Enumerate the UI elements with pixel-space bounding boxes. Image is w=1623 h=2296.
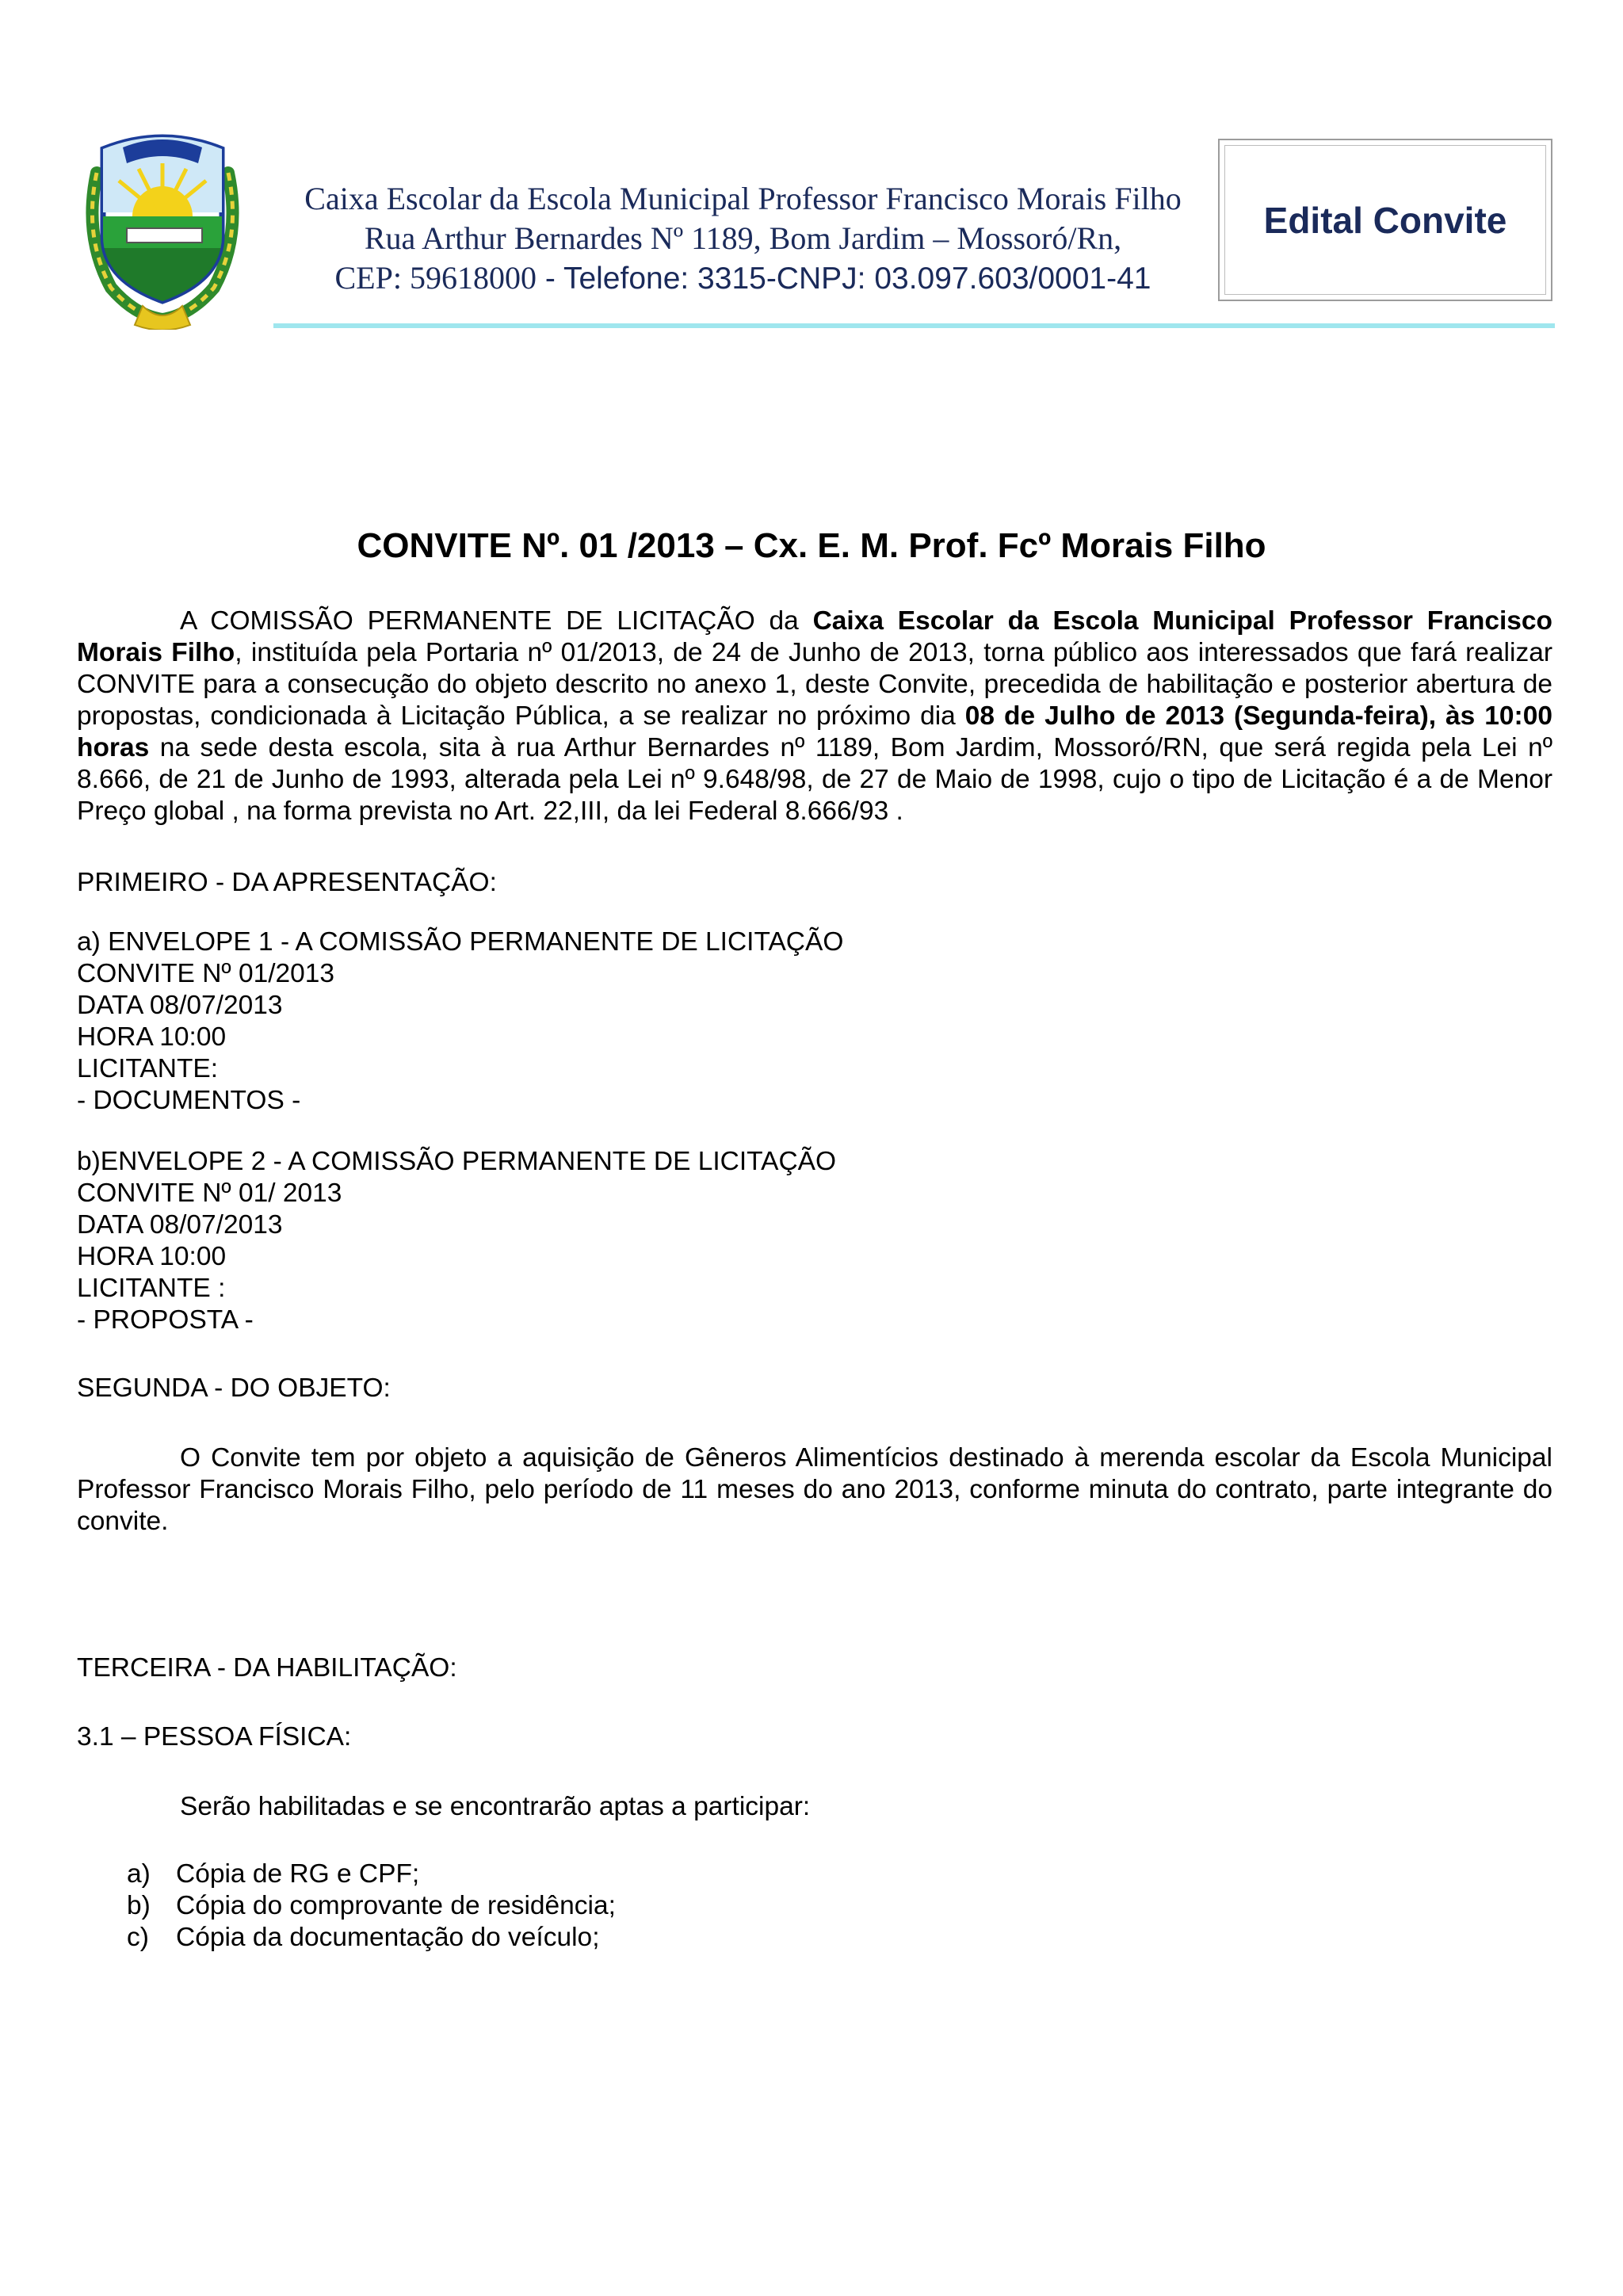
section-3-heading: TERCEIRA - DA HABILITAÇÃO: bbox=[77, 1653, 457, 1683]
envelope-2-line: CONVITE Nº 01/ 2013 bbox=[77, 1179, 342, 1208]
list-item bbox=[127, 1922, 616, 1954]
envelope-1-line: CONVITE Nº 01/2013 bbox=[77, 959, 335, 988]
edital-title: Edital Convite bbox=[1263, 199, 1507, 241]
list-marker: a) bbox=[127, 1859, 151, 1889]
envelope-2-block bbox=[77, 1146, 1552, 1336]
envelope-1-line: a) ENVELOPE 1 - A COMISSÃO PERMANENTE DE LICITAÇÃO bbox=[77, 927, 844, 957]
header-organization bbox=[273, 179, 1212, 299]
envelope-1-line: LICITANTE: bbox=[77, 1054, 219, 1083]
intro-bold-1: Caixa Escolar da Escola Municipal Professor Francisco Morais Filho bbox=[77, 606, 1553, 667]
header-line-2: Rua Arthur Bernardes Nº 1189, Bom Jardim – Mossoró/Rn, bbox=[364, 220, 1122, 256]
envelope-2-line: HORA 10:00 bbox=[77, 1242, 227, 1271]
header-phone-cnpj: - Telefone: 3315-CNPJ: 03.097.603/0001-41 bbox=[536, 262, 1151, 296]
envelope-2-line: - PROPOSTA - bbox=[77, 1305, 254, 1335]
habilitation-list bbox=[127, 1859, 616, 1954]
edital-title-box bbox=[1218, 139, 1552, 301]
section-2-text: O Convite tem por objeto a aquisição de Gêneros Alimentícios destinado à merenda escolar da Escola Municipal Professor Francisco Morais Filho, pelo período de 11 meses do ano 2013, conforme minuta do contrato, parte integrante do convite. bbox=[77, 1443, 1552, 1536]
header-line-1: Caixa Escolar da Escola Municipal Professor Francisco Morais Filho bbox=[304, 181, 1182, 216]
intro-text-3: na sede desta escola, sita à rua Arthur Bernardes nº 1189, Bom Jardim, Mossoró/RN, que será regida pela Lei nº 8.666, de 21 de Junho de 1993, alterada pela Lei nº 9.648/98, de 27 de Maio de 1998, cujo o tipo de Licitação é a de Menor Preço global , na forma prevista no Art. 22,III, da lei Federal 8.666/93 . bbox=[77, 733, 1552, 826]
list-marker: c) bbox=[127, 1923, 149, 1952]
header-cep: CEP: 59618000 bbox=[334, 260, 537, 296]
intro-text-2: , instituída pela Portaria nº 01/2013, de 24 de Junho de 2013, torna público aos interessados que fará realizar CONVITE para a consecução do objeto descrito no anexo 1, deste Convite, precedida de habilitação e posterior abertura de propostas, condicionada à Licitação Pública, a se realizar no próximo dia bbox=[77, 638, 1552, 731]
envelope-1-block bbox=[77, 926, 1552, 1117]
list-marker: b) bbox=[127, 1891, 151, 1920]
list-item bbox=[127, 1890, 616, 1922]
section-3-lead: Serão habilitadas e se encontrarão aptas a participar: bbox=[180, 1792, 811, 1821]
header-line-3 bbox=[273, 258, 1212, 299]
intro-paragraph bbox=[77, 606, 1552, 827]
section-2-heading: SEGUNDA - DO OBJETO: bbox=[77, 1373, 391, 1403]
envelope-1-line: HORA 10:00 bbox=[77, 1022, 227, 1052]
list-item-text: Cópia de RG e CPF; bbox=[176, 1859, 420, 1889]
intro-text-1: A COMISSÃO PERMANENTE DE LICITAÇÃO da bbox=[180, 606, 813, 636]
document-title: CONVITE Nº. 01 /2013 – Cx. E. M. Prof. Fcº Morais Filho bbox=[357, 526, 1266, 565]
intro-bold-2: 08 de Julho de 2013 (Segunda-feira), às 10:00 horas bbox=[77, 701, 1552, 762]
list-item-text: Cópia do comprovante de residência; bbox=[176, 1891, 616, 1920]
section-3-subheading: 3.1 – PESSOA FÍSICA: bbox=[77, 1722, 352, 1752]
envelope-2-line: LICITANTE : bbox=[77, 1274, 226, 1303]
header-divider bbox=[273, 323, 1555, 328]
list-item-text: Cópia da documentação do veículo; bbox=[176, 1923, 600, 1952]
envelope-2-line: DATA 08/07/2013 bbox=[77, 1210, 283, 1240]
envelope-1-line: - DOCUMENTOS - bbox=[77, 1086, 301, 1115]
envelope-2-line: b)ENVELOPE 2 - A COMISSÃO PERMANENTE DE LICITAÇÃO bbox=[77, 1147, 837, 1176]
envelope-1-line: DATA 08/07/2013 bbox=[77, 991, 283, 1020]
coat-of-arms-logo bbox=[79, 117, 246, 330]
list-item bbox=[127, 1859, 616, 1890]
section-1-heading: PRIMEIRO - DA APRESENTAÇÃO: bbox=[77, 868, 497, 897]
